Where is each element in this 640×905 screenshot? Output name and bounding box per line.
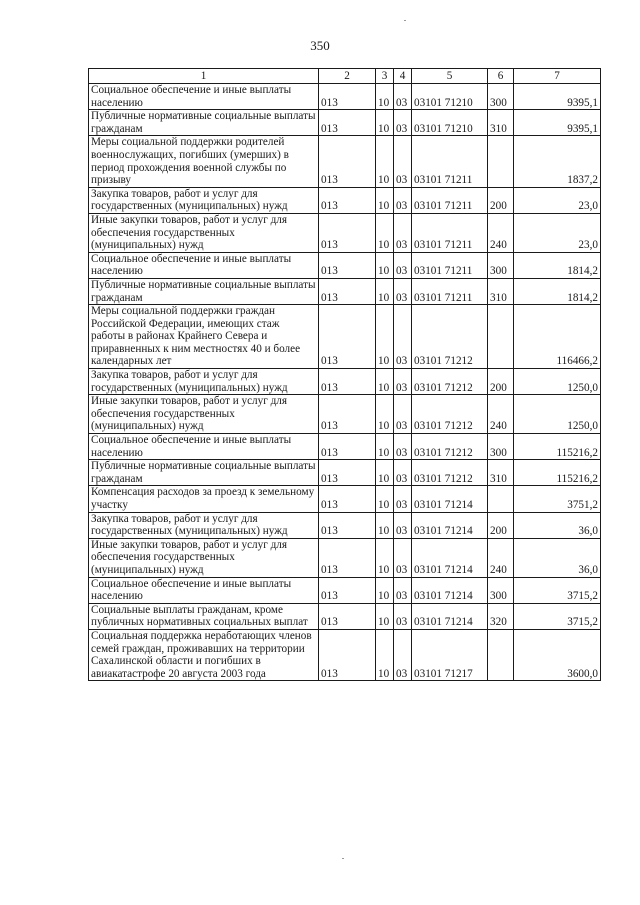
expense-type-code: 200: [488, 369, 514, 395]
subsection-code: 03: [394, 213, 412, 252]
ministry-code: 013: [319, 603, 376, 629]
table-row: [89, 305, 601, 369]
subsection-code: 03: [394, 629, 412, 680]
section-code: 10: [376, 136, 394, 187]
ministry-code: 013: [319, 395, 376, 434]
expense-type-code: 300: [488, 252, 514, 278]
table-row: [89, 512, 601, 538]
amount: 36,0: [514, 538, 601, 577]
subsection-code: 03: [394, 434, 412, 460]
target-article-code: 03101 71211: [412, 136, 488, 187]
table-row: [89, 187, 601, 213]
section-code: 10: [376, 278, 394, 304]
target-article-code: 03101 71211: [412, 278, 488, 304]
table-row: [89, 629, 601, 680]
table-row: [89, 395, 601, 434]
item-name: Меры социальной поддержки граждан Российской Федерации, имеющих стаж работы в районах Крайнего Севера и приравненных к ним местностях 40 и более календарных лет: [89, 305, 319, 369]
target-article-code: 03101 71212: [412, 305, 488, 369]
subsection-code: 03: [394, 603, 412, 629]
section-code: 10: [376, 369, 394, 395]
subsection-code: 03: [394, 369, 412, 395]
col-header-3: 3: [376, 69, 394, 84]
expense-type-code: 300: [488, 577, 514, 603]
ministry-code: 013: [319, 187, 376, 213]
item-name: Социальная поддержка неработающих членов семей граждан, проживавших на территории Сахалинской области и погибших в авиакатастрофе 20 августа 2003 года: [89, 629, 319, 680]
amount: 23,0: [514, 187, 601, 213]
item-name: Публичные нормативные социальные выплаты гражданам: [89, 110, 319, 136]
item-name: Меры социальной поддержки родителей военнослужащих, погибших (умерших) в период прохождения военной службы по призыву: [89, 136, 319, 187]
expense-type-code: [488, 486, 514, 512]
section-code: 10: [376, 512, 394, 538]
ministry-code: 013: [319, 369, 376, 395]
table-row: [89, 110, 601, 136]
amount: 115216,2: [514, 434, 601, 460]
expense-type-code: [488, 629, 514, 680]
ministry-code: 013: [319, 110, 376, 136]
budget-table: [88, 68, 601, 681]
item-name: Публичные нормативные социальные выплаты гражданам: [89, 460, 319, 486]
expense-type-code: [488, 136, 514, 187]
expense-type-code: 300: [488, 84, 514, 110]
target-article-code: 03101 71212: [412, 434, 488, 460]
expense-type-code: 240: [488, 538, 514, 577]
subsection-code: 03: [394, 512, 412, 538]
section-code: 10: [376, 84, 394, 110]
section-code: 10: [376, 305, 394, 369]
section-code: 10: [376, 252, 394, 278]
col-header-6: 6: [488, 69, 514, 84]
amount: 1814,2: [514, 252, 601, 278]
target-article-code: 03101 71212: [412, 460, 488, 486]
table-row: [89, 278, 601, 304]
target-article-code: 03101 71210: [412, 110, 488, 136]
amount: 3715,2: [514, 577, 601, 603]
section-code: 10: [376, 538, 394, 577]
subsection-code: 03: [394, 278, 412, 304]
target-article-code: 03101 71214: [412, 512, 488, 538]
amount: 1837,2: [514, 136, 601, 187]
table-row: [89, 577, 601, 603]
col-header-7: 7: [514, 69, 601, 84]
table-row: [89, 252, 601, 278]
amount: 9395,1: [514, 110, 601, 136]
section-code: 10: [376, 460, 394, 486]
scan-speck: [404, 20, 406, 21]
col-header-5: 5: [412, 69, 488, 84]
expense-type-code: 310: [488, 278, 514, 304]
target-article-code: 03101 71214: [412, 577, 488, 603]
target-article-code: 03101 71212: [412, 395, 488, 434]
item-name: Иные закупки товаров, работ и услуг для обеспечения государственных (муниципальных) нужд: [89, 213, 319, 252]
item-name: Публичные нормативные социальные выплаты гражданам: [89, 278, 319, 304]
expense-type-code: [488, 305, 514, 369]
expense-type-code: 310: [488, 110, 514, 136]
item-name: Социальное обеспечение и иные выплаты населению: [89, 434, 319, 460]
target-article-code: 03101 71210: [412, 84, 488, 110]
table-row: [89, 84, 601, 110]
table-row: [89, 369, 601, 395]
target-article-code: 03101 71214: [412, 538, 488, 577]
ministry-code: 013: [319, 213, 376, 252]
section-code: 10: [376, 213, 394, 252]
subsection-code: 03: [394, 538, 412, 577]
item-name: Социальное обеспечение и иные выплаты населению: [89, 84, 319, 110]
section-code: 10: [376, 110, 394, 136]
subsection-code: 03: [394, 395, 412, 434]
target-article-code: 03101 71211: [412, 187, 488, 213]
item-name: Компенсация расходов за проезд к земельному участку: [89, 486, 319, 512]
section-code: 10: [376, 187, 394, 213]
col-header-2: 2: [319, 69, 376, 84]
subsection-code: 03: [394, 305, 412, 369]
expense-type-code: 240: [488, 395, 514, 434]
amount: 115216,2: [514, 460, 601, 486]
table-row: [89, 538, 601, 577]
amount: 116466,2: [514, 305, 601, 369]
table-row: [89, 213, 601, 252]
expense-type-code: 200: [488, 187, 514, 213]
amount: 3715,2: [514, 603, 601, 629]
col-header-1: 1: [89, 69, 319, 84]
ministry-code: 013: [319, 577, 376, 603]
amount: 23,0: [514, 213, 601, 252]
subsection-code: 03: [394, 486, 412, 512]
expense-type-code: 200: [488, 512, 514, 538]
target-article-code: 03101 71214: [412, 486, 488, 512]
section-code: 10: [376, 395, 394, 434]
amount: 1250,0: [514, 369, 601, 395]
ministry-code: 013: [319, 305, 376, 369]
subsection-code: 03: [394, 460, 412, 486]
col-header-4: 4: [394, 69, 412, 84]
table-row: [89, 460, 601, 486]
page-number: 350: [310, 38, 330, 53]
ministry-code: 013: [319, 512, 376, 538]
section-code: 10: [376, 434, 394, 460]
ministry-code: 013: [319, 460, 376, 486]
ministry-code: 013: [319, 538, 376, 577]
amount: 3600,0: [514, 629, 601, 680]
subsection-code: 03: [394, 187, 412, 213]
target-article-code: 03101 71214: [412, 603, 488, 629]
ministry-code: 013: [319, 629, 376, 680]
subsection-code: 03: [394, 577, 412, 603]
section-code: 10: [376, 629, 394, 680]
ministry-code: 013: [319, 486, 376, 512]
ministry-code: 013: [319, 136, 376, 187]
scan-speck: [342, 858, 344, 859]
section-code: 10: [376, 577, 394, 603]
item-name: Социальные выплаты гражданам, кроме публичных нормативных социальных выплат: [89, 603, 319, 629]
target-article-code: 03101 71217: [412, 629, 488, 680]
amount: 9395,1: [514, 84, 601, 110]
item-name: Социальное обеспечение и иные выплаты населению: [89, 252, 319, 278]
expense-type-code: 310: [488, 460, 514, 486]
item-name: Закупка товаров, работ и услуг для государственных (муниципальных) нужд: [89, 187, 319, 213]
item-name: Иные закупки товаров, работ и услуг для обеспечения государственных (муниципальных) нужд: [89, 395, 319, 434]
section-code: 10: [376, 603, 394, 629]
target-article-code: 03101 71211: [412, 252, 488, 278]
amount: 1814,2: [514, 278, 601, 304]
subsection-code: 03: [394, 136, 412, 187]
amount: 1250,0: [514, 395, 601, 434]
item-name: Иные закупки товаров, работ и услуг для обеспечения государственных (муниципальных) нужд: [89, 538, 319, 577]
item-name: Социальное обеспечение и иные выплаты населению: [89, 577, 319, 603]
table-row: [89, 486, 601, 512]
table-row: [89, 136, 601, 187]
expense-type-code: 300: [488, 434, 514, 460]
ministry-code: 013: [319, 252, 376, 278]
subsection-code: 03: [394, 84, 412, 110]
ministry-code: 013: [319, 278, 376, 304]
amount: 3751,2: [514, 486, 601, 512]
ministry-code: 013: [319, 84, 376, 110]
ministry-code: 013: [319, 434, 376, 460]
header-row: [89, 69, 601, 84]
subsection-code: 03: [394, 110, 412, 136]
item-name: Закупка товаров, работ и услуг для государственных (муниципальных) нужд: [89, 369, 319, 395]
subsection-code: 03: [394, 252, 412, 278]
amount: 36,0: [514, 512, 601, 538]
table-row: [89, 603, 601, 629]
expense-type-code: 320: [488, 603, 514, 629]
expense-type-code: 240: [488, 213, 514, 252]
target-article-code: 03101 71212: [412, 369, 488, 395]
table-row: [89, 434, 601, 460]
target-article-code: 03101 71211: [412, 213, 488, 252]
section-code: 10: [376, 486, 394, 512]
item-name: Закупка товаров, работ и услуг для государственных (муниципальных) нужд: [89, 512, 319, 538]
